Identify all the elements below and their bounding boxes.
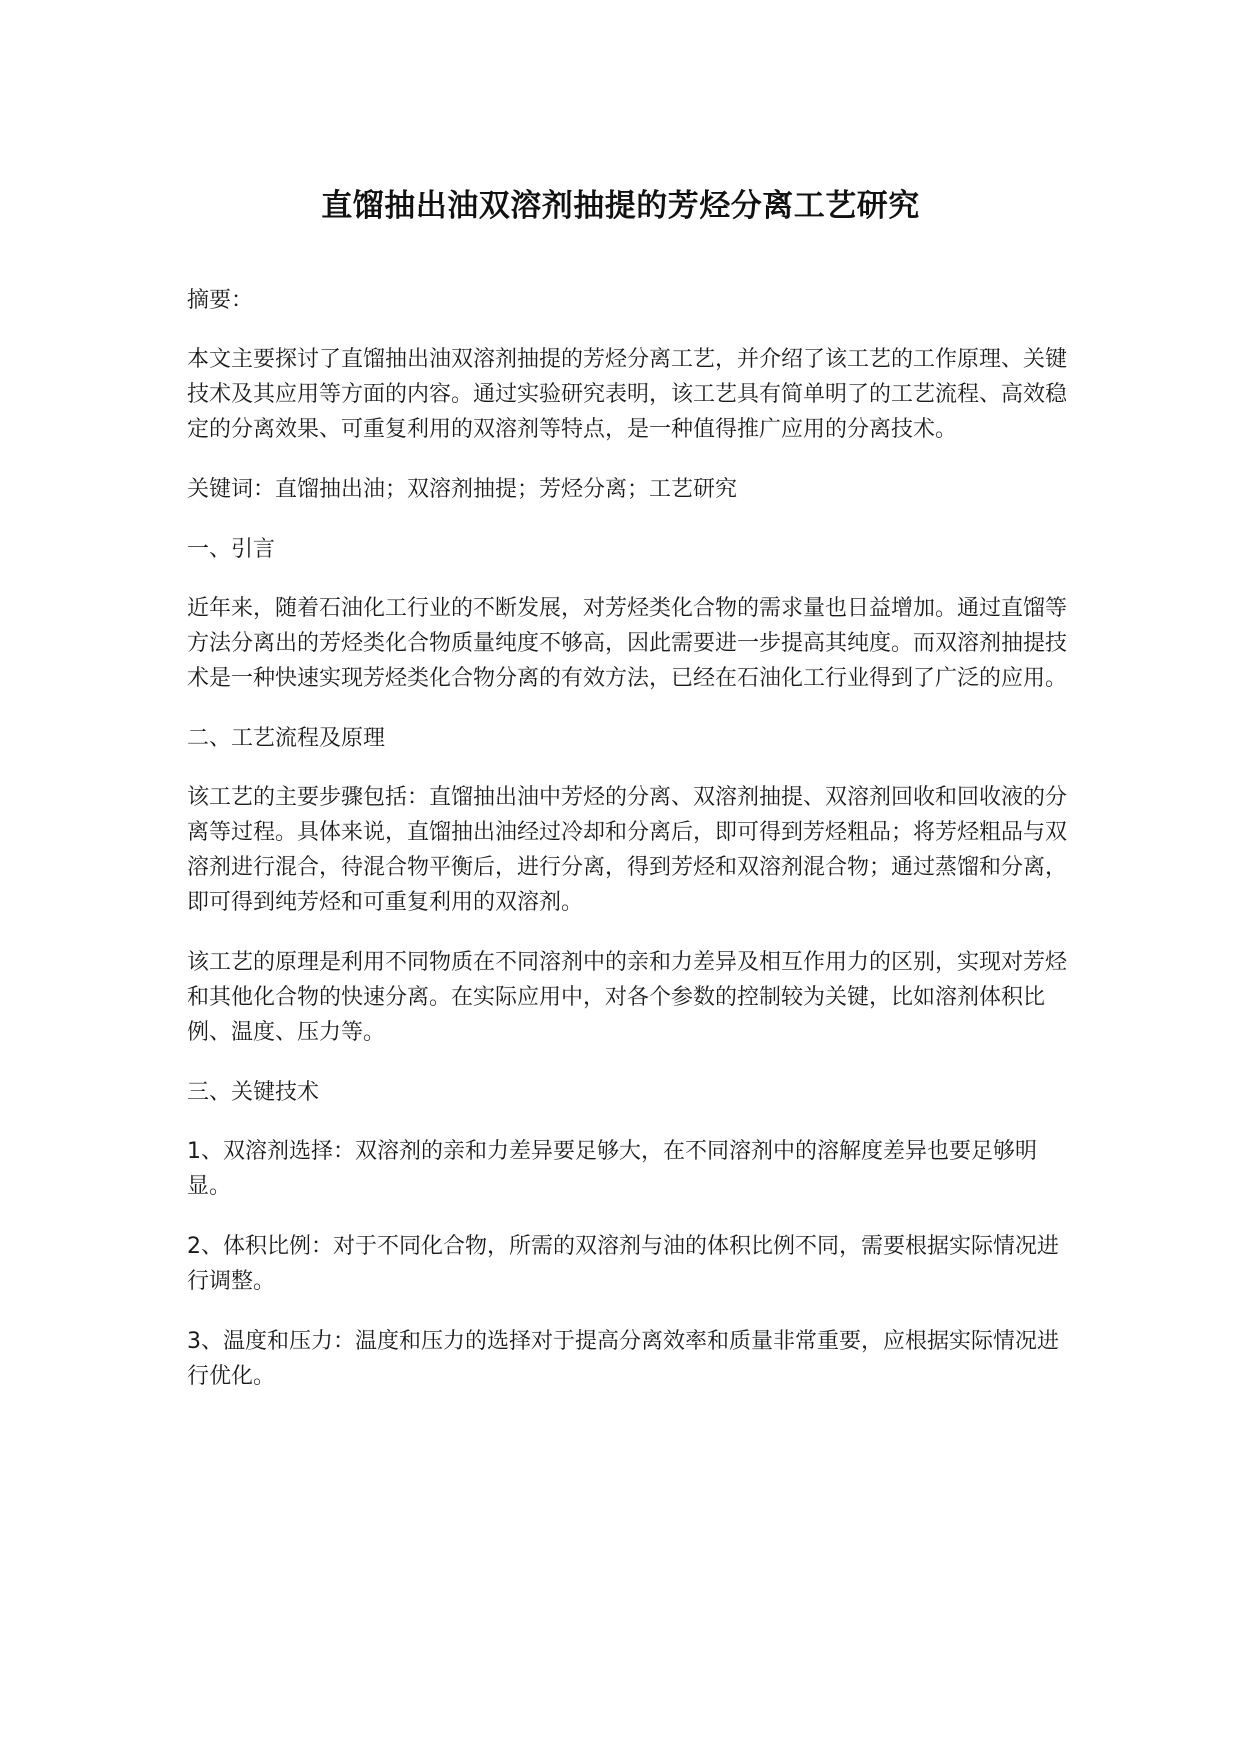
key-tech-item: 3、温度和压力：温度和压力的选择对于提高分离效率和质量非常重要，应根据实际情况进行优化。 <box>187 1329 1060 1389</box>
section-text-process-steps: 该工艺的主要步骤包括：直馏抽出油中芳烃的分离、双溶剂抽提、双溶剂回收和回收液的分离等过程。具体来说，直馏抽出油经过冷却和分离后，即可得到芳烃粗品；将芳烃粗品与双溶剂进行混合，待混合物平衡后，进行分离，得到芳烃和双溶剂混合物；通过蒸馏和分离，即可得到纯芳烃和可重复利用的双溶剂。 <box>187 785 1068 915</box>
section-heading-key-tech: 三、关键技术 <box>187 1080 320 1105</box>
keywords-line: 关键词：直馏抽出油；双溶剂抽提；芳烃分离；工艺研究 <box>187 477 738 502</box>
key-tech-item: 1、双溶剂选择：双溶剂的亲和力差异要足够大，在不同溶剂中的溶解度差异也要足够明显。 <box>187 1139 1037 1199</box>
document-body <box>187 283 1067 1419</box>
document-title: 直馏抽出油双溶剂抽提的芳烃分离工艺研究 <box>321 188 920 224</box>
section-heading-process: 二、工艺流程及原理 <box>187 726 386 751</box>
section-heading-introduction: 一、引言 <box>187 537 276 562</box>
abstract-label: 摘要： <box>187 288 254 313</box>
section-text-process-principle: 该工艺的原理是利用不同物质在不同溶剂中的亲和力差异及相互作用力的区别，实现对芳烃和其他化合物的快速分离。在实际应用中，对各个参数的控制较为关键，比如溶剂体积比例、温度、压力等。 <box>187 950 1068 1045</box>
abstract-text: 本文主要探讨了直馏抽出油双溶剂抽提的芳烃分离工艺，并介绍了该工艺的工作原理、关键技术及其应用等方面的内容。通过实验研究表明，该工艺具有简单明了的工艺流程、高效稳定的分离效果、可重复利用的双溶剂等特点，是一种值得推广应用的分离技术。 <box>187 347 1068 442</box>
section-text-introduction: 近年来，随着石油化工行业的不断发展，对芳烃类化合物的需求量也日益增加。通过直馏等方法分离出的芳烃类化合物质量纯度不够高，因此需要进一步提高其纯度。而双溶剂抽提技术是一种快速实现芳烃类化合物分离的有效方法，已经在石油化工行业得到了广泛的应用。 <box>187 596 1068 691</box>
key-tech-item: 2、体积比例：对于不同化合物，所需的双溶剂与油的体积比例不同，需要根据实际情况进行调整。 <box>187 1234 1060 1294</box>
